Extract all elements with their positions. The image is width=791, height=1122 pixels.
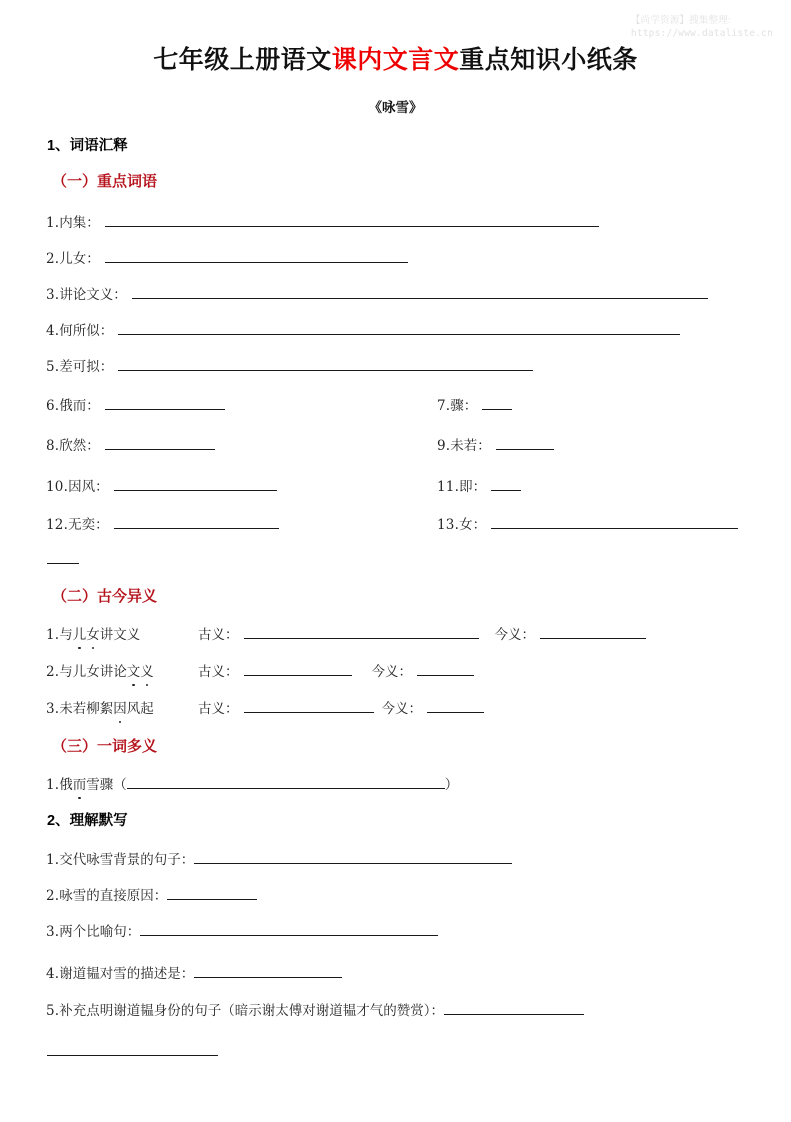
polysemy-item-1 [46,775,458,795]
answer-blank[interactable] [482,397,512,410]
ancient-modern-item-2 [46,662,474,682]
recitation-item-5 [46,1001,584,1021]
modern-meaning-label: 今义： [371,664,412,680]
answer-blank[interactable] [491,478,521,491]
item-colon: ： [86,215,100,231]
recitation-item-3 [46,922,438,942]
answer-blank[interactable] [105,397,225,410]
modern-meaning-blank[interactable] [427,700,484,713]
item-word: 未若 [450,438,478,454]
answer-blank[interactable] [167,887,257,900]
item-number: 11. [437,479,460,495]
item-text-post: 风起 [126,701,154,717]
answer-blank[interactable] [127,776,445,789]
page-subtitle: 《咏雪》 [368,100,423,115]
item-text-pre: 与儿女讲论 [59,664,127,680]
modern-meaning-blank[interactable] [417,663,474,676]
item-number: 9. [437,438,451,454]
answer-blank[interactable] [118,322,680,335]
item-word: 欣然 [59,438,87,454]
key-word-item-12 [46,515,279,535]
item-text-post: 讲文义 [99,627,141,643]
modern-meaning-blank[interactable] [540,626,646,639]
answer-blank[interactable] [132,286,708,299]
title-part-1: 七年级上册语文 [153,46,332,74]
ancient-meaning-blank[interactable] [244,626,479,639]
item-text: 补充点明谢道韫身份的句子（暗示谢太傅对谢道韫才气的赞赏）： [59,1003,445,1019]
item-number: 2. [46,888,60,904]
title-highlight: 课内文言文 [331,46,460,74]
item-number: 3. [46,287,60,303]
watermark-line-2: https://www.dataliste.cn [630,28,773,39]
page-title [0,44,791,76]
item-word: 差可拟 [59,359,100,375]
item-word: 何所似 [59,323,100,339]
answer-blank[interactable] [114,478,277,491]
item-colon: ： [463,398,478,414]
item-number: 10. [46,479,69,495]
answer-blank[interactable] [194,851,512,864]
key-word-item-2 [46,249,408,269]
key-word-item-11 [437,477,521,497]
ancient-meaning-label: 古义： [198,664,239,680]
item-text: 咏雪的直接原因： [59,888,168,904]
answer-blank[interactable] [444,1002,584,1015]
recitation-item-4 [46,964,342,984]
answer-blank[interactable] [194,965,342,978]
emphasis-dot-char: 义 [140,664,154,680]
item-number: 7. [437,398,451,414]
watermark [631,14,773,40]
answer-blank[interactable] [105,214,599,227]
answer-blank[interactable] [105,437,215,450]
key-word-item-5 [46,357,533,377]
item-word: 因风 [68,479,96,495]
item-number: 5. [46,1003,60,1019]
item-number: 2. [46,251,60,267]
item-text-pre: 俄 [59,777,73,793]
item-number: 4. [46,323,60,339]
ancient-modern-item-3 [46,699,484,719]
title-part-2: 重点知识小纸条 [459,46,638,74]
item-number: 1. [46,215,60,231]
answer-blank-continuation[interactable] [47,563,79,564]
item-colon: ： [99,323,114,339]
item-colon: ： [472,517,487,533]
item-number: 6. [46,398,60,414]
item-number: 1. [46,627,60,643]
key-word-item-4 [46,321,680,341]
subsection-heading-polysemy: （三）一词多义 [52,738,158,755]
key-word-item-9 [437,436,554,456]
answer-blank[interactable] [114,516,279,529]
modern-meaning-label: 今义： [494,627,535,643]
ancient-meaning-label: 古义： [198,701,239,717]
item-word: 女 [459,517,473,533]
ancient-meaning-blank[interactable] [244,700,374,713]
open-paren: （ [113,777,127,793]
item-word: 骤 [450,398,464,414]
item-colon: ： [472,479,487,495]
ancient-modern-item-1 [46,625,646,645]
item-colon: ： [95,517,109,533]
item-word: 俄而 [59,398,87,414]
close-paren: ） [444,777,459,793]
item-colon: ： [86,251,100,267]
answer-blank[interactable] [496,437,554,450]
item-word: 儿女 [59,251,87,267]
item-text-pre: 未若柳絮 [59,701,114,717]
item-colon: ： [95,479,109,495]
item-text: 交代咏雪背景的句子： [59,852,195,868]
item-word: 无奕 [68,517,96,533]
watermark-line-1: 【尚学资源】搜集整理: [630,15,731,26]
key-word-item-6 [46,396,225,416]
item-word: 内集 [59,215,87,231]
item-word: 讲论文义 [59,287,114,303]
item-number: 4. [46,966,60,982]
subsection-heading-key-words: （一）重点词语 [52,173,158,190]
emphasis-dot-char: 而 [72,777,87,793]
item-colon: ： [113,287,127,303]
item-colon: ： [477,438,491,454]
item-number: 2. [46,664,60,680]
item-number: 1. [46,777,60,793]
item-text-pre: 与 [59,627,73,643]
emphasis-dot-char: 文 [126,664,141,680]
item-word: 即 [459,479,473,495]
ancient-meaning-blank[interactable] [244,663,352,676]
item-text: 谢道韫对雪的描述是： [59,966,195,982]
emphasis-dot-char: 女 [86,627,100,643]
item-number: 13. [437,517,460,533]
emphasis-dot-char: 儿 [72,627,87,643]
key-word-item-1 [46,213,599,233]
answer-blank-continuation[interactable] [47,1055,218,1056]
section-heading-recitation: 2、理解默写 [47,813,128,829]
ancient-meaning-label: 古义： [198,627,239,643]
item-colon: ： [99,359,114,375]
answer-blank[interactable] [491,516,738,529]
item-colon: ： [86,398,100,414]
subsection-heading-ancient-modern: （二）古今异义 [52,588,158,605]
answer-blank[interactable] [140,923,438,936]
modern-meaning-label: 今义： [381,701,422,717]
item-number: 3. [46,701,60,717]
item-number: 5. [46,359,60,375]
item-colon: ： [86,438,100,454]
emphasis-dot-char: 因 [113,701,127,717]
item-number: 1. [46,852,60,868]
item-text-post: 雪骤 [86,777,114,793]
item-text: 两个比喻句： [59,924,141,940]
key-word-item-3 [46,285,708,305]
recitation-item-2 [46,886,257,906]
section-heading-word-glossary: 1、词语汇释 [47,138,128,154]
key-word-item-10 [46,477,277,497]
item-number: 12. [46,517,69,533]
item-number: 8. [46,438,60,454]
answer-blank[interactable] [105,250,408,263]
key-word-item-13 [437,515,738,535]
item-number: 3. [46,924,60,940]
answer-blank[interactable] [118,358,533,371]
key-word-item-8 [46,436,215,456]
key-word-item-7 [437,396,512,416]
recitation-item-1 [46,850,512,870]
